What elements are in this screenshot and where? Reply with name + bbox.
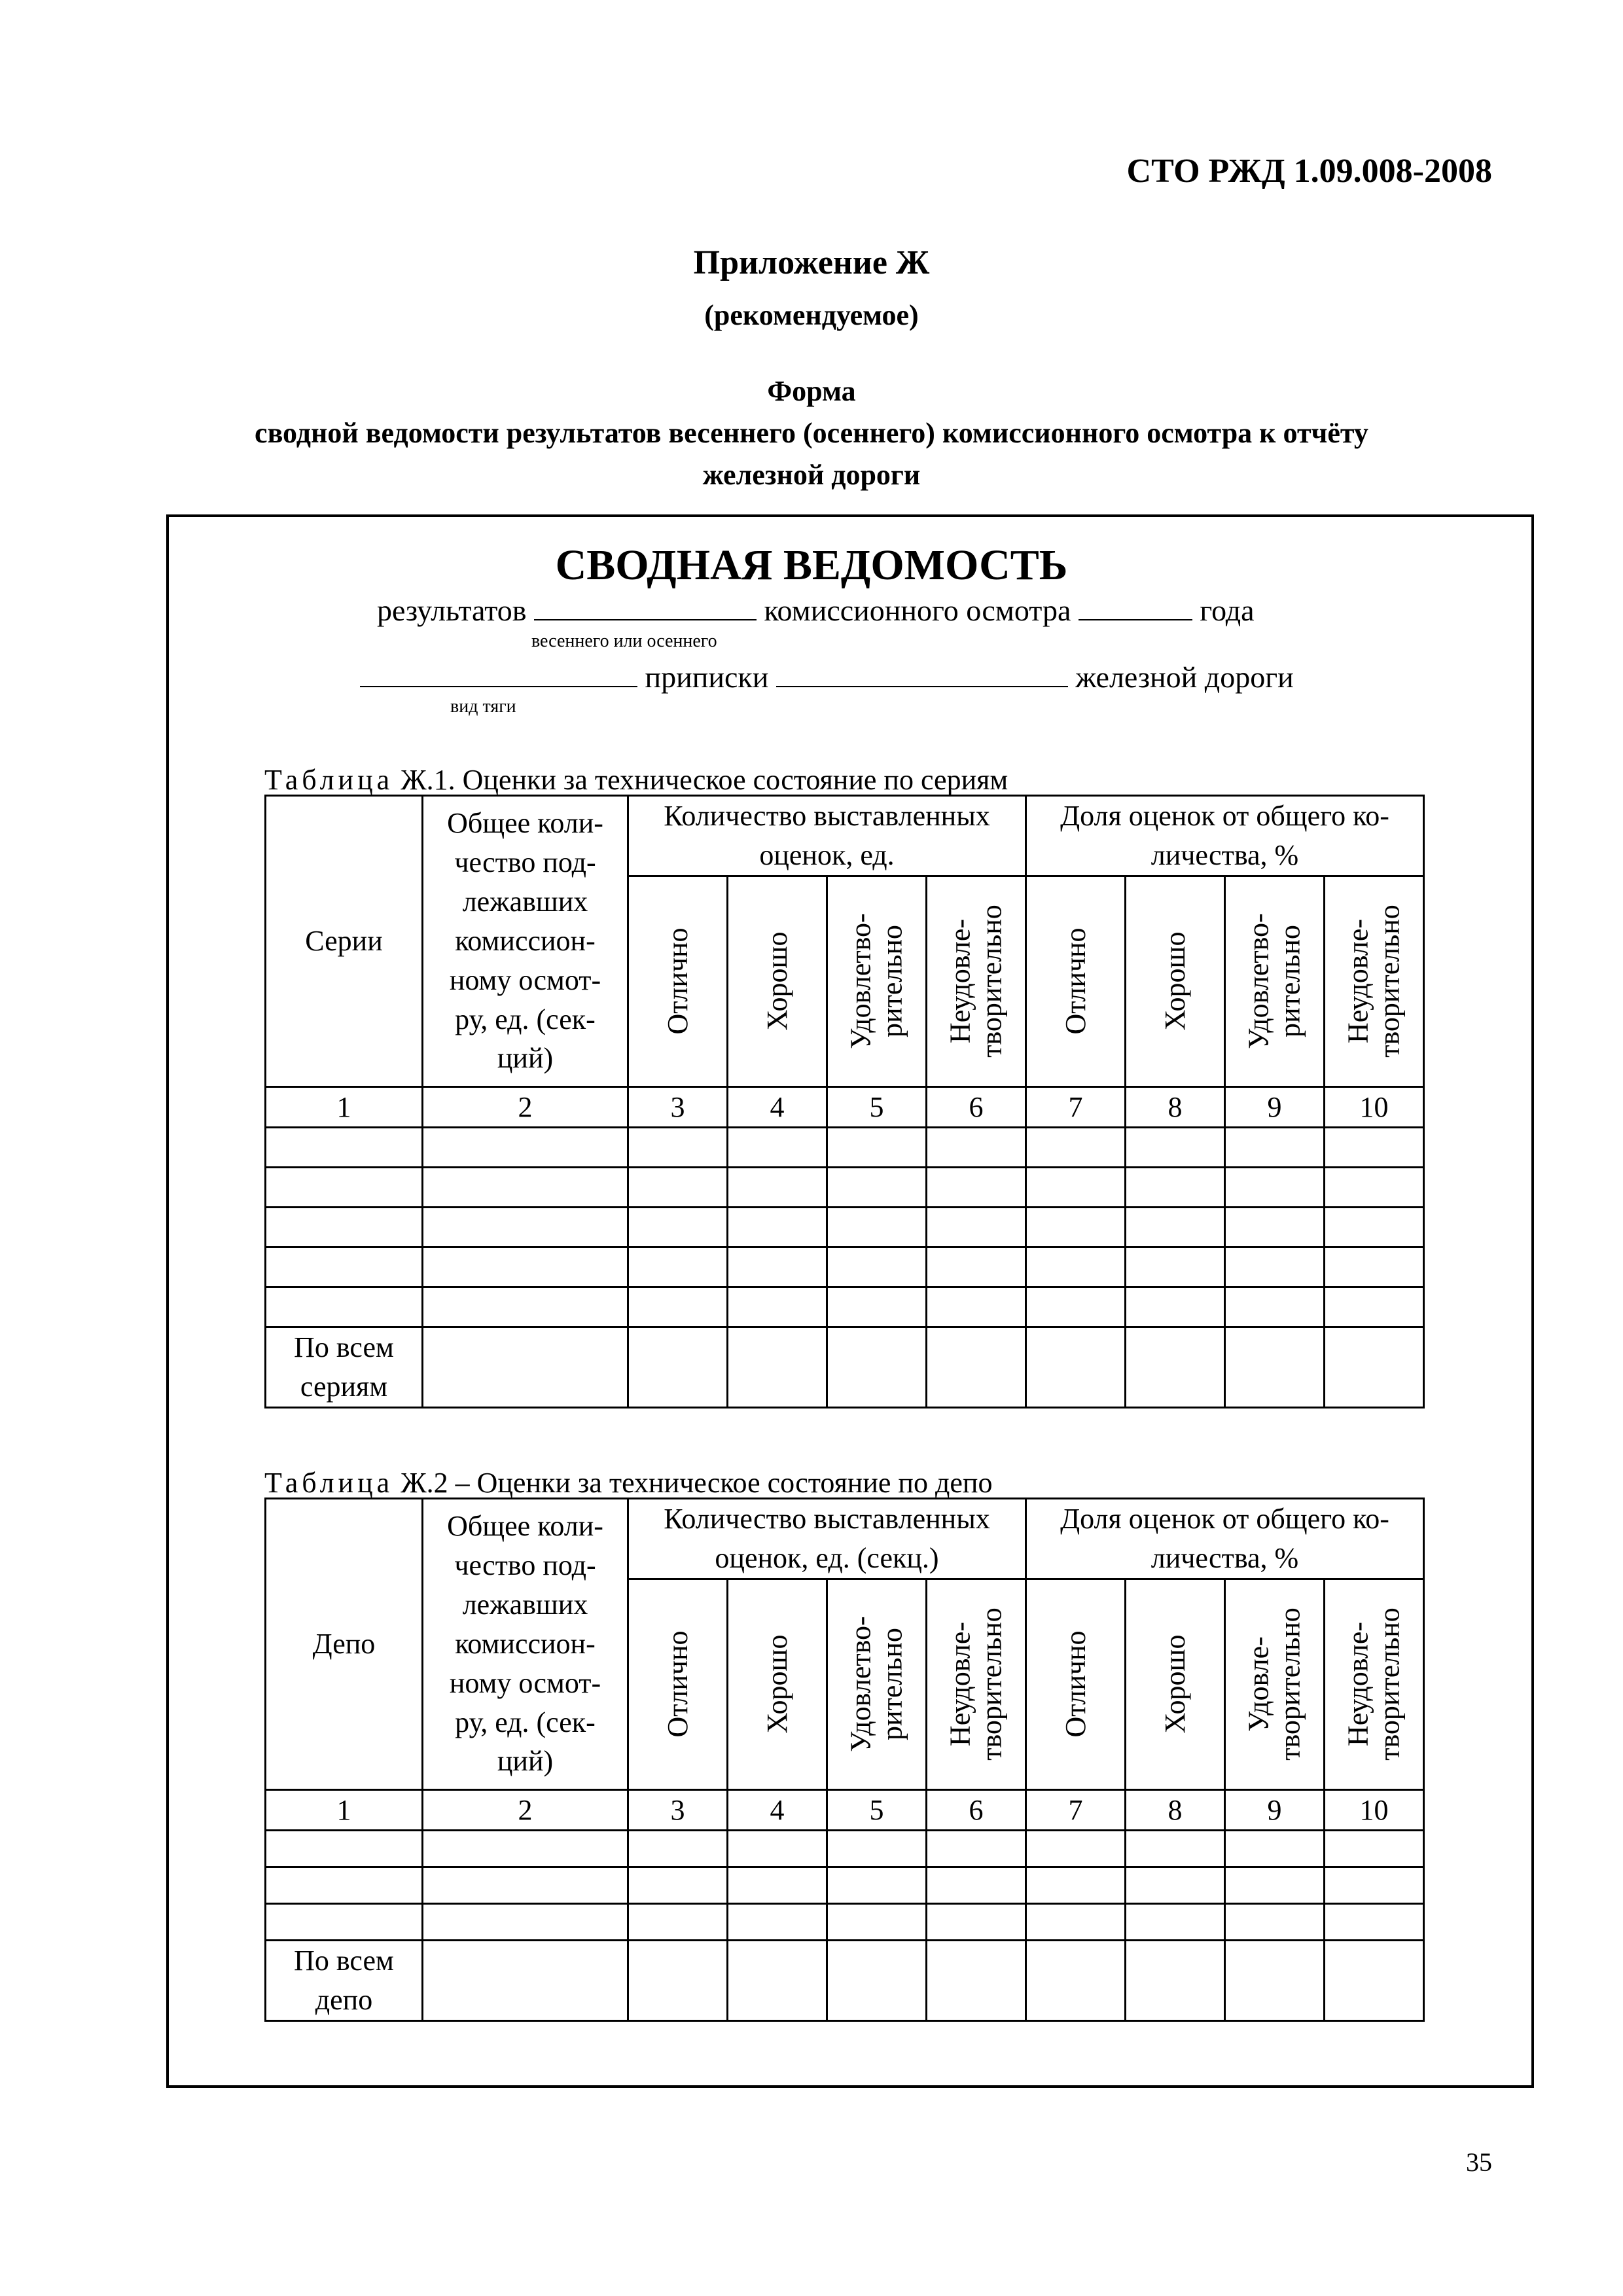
document-code: СТО РЖД 1.09.008-2008 xyxy=(1126,152,1492,190)
column-number: 2 xyxy=(423,1086,628,1128)
column-number: 5 xyxy=(827,1789,927,1831)
column-number: 3 xyxy=(628,1086,728,1128)
grade-good-header: Хорошо xyxy=(728,876,827,1086)
traction-type-blank[interactable] xyxy=(360,660,637,687)
column-number: 4 xyxy=(728,1086,827,1128)
share-excellent-header: Отлично xyxy=(1026,1579,1126,1789)
column-number: 10 xyxy=(1325,1086,1424,1128)
column-number: 1 xyxy=(266,1086,423,1128)
traction-hint: вид тяги xyxy=(450,696,516,717)
form-heading-line2: сводной ведомости результатов весеннего (осеннего) комиссионного осмотра к отчёту xyxy=(255,417,1368,449)
table2-caption-text: Ж.2 – Оценки за техническое состояние по депо xyxy=(393,1467,993,1499)
registration-label: приписки xyxy=(645,660,769,694)
table1-caption-word: Таблица xyxy=(264,764,394,796)
year-blank[interactable] xyxy=(1079,593,1192,620)
column-number: 4 xyxy=(728,1789,827,1831)
grades-share-header: Доля оценок от общего ко- личества, % xyxy=(1026,796,1424,876)
share-satisfactory-header: Удовлетво- рительно xyxy=(1225,876,1325,1086)
table2-caption-word: Таблица xyxy=(264,1467,394,1499)
table-row[interactable] xyxy=(266,1247,1424,1287)
grades-count-header: Количество выставленных оценок, ед. xyxy=(628,796,1026,876)
grades-share-header: Доля оценок от общего ко- личества, % xyxy=(1026,1499,1424,1579)
depot-column-header: Депо xyxy=(266,1499,423,1790)
total-row[interactable] xyxy=(266,1327,1424,1408)
table-row[interactable] xyxy=(266,1128,1424,1168)
railway-label: железной дороги xyxy=(1075,660,1294,694)
column-number: 6 xyxy=(927,1086,1026,1128)
form-line-traction xyxy=(360,660,1294,694)
table1-caption-text: Ж.1. Оценки за техническое состояние по сериям xyxy=(393,764,1008,796)
table-row[interactable] xyxy=(266,1867,1424,1904)
form-title: СВОДНАЯ ВЕДОМОСТЬ xyxy=(555,541,1068,589)
table-row[interactable] xyxy=(266,1208,1424,1247)
inspection-label: комиссионного осмотра xyxy=(764,594,1071,627)
form-heading-line1: Форма xyxy=(767,375,856,407)
table1-caption xyxy=(264,763,1008,797)
grade-satisfactory-header: Удовлетво- рительно xyxy=(827,876,927,1086)
annex-title: Приложение Ж xyxy=(693,244,930,281)
column-number: 2 xyxy=(423,1789,628,1831)
share-unsatisfactory-header: Неудовле- творительно xyxy=(1325,876,1424,1086)
column-number: 7 xyxy=(1026,1086,1126,1128)
column-number: 9 xyxy=(1225,1086,1325,1128)
registration-blank[interactable] xyxy=(776,660,1068,687)
total-label: По всем депо xyxy=(266,1941,423,2021)
grade-excellent-header: Отлично xyxy=(628,876,728,1086)
season-blank[interactable] xyxy=(534,593,757,620)
column-number: 10 xyxy=(1325,1789,1424,1831)
share-excellent-header: Отлично xyxy=(1026,876,1126,1086)
form-heading-line3: железной дороги xyxy=(702,459,921,491)
column-number: 3 xyxy=(628,1789,728,1831)
share-unsatisfactory-header: Неудовле- творительно xyxy=(1325,1579,1424,1789)
total-count-header: Общее коли- чество под- лежавших комиссион- ному осмот- ру, ед. (сек- ций) xyxy=(423,1499,628,1790)
total-label: По всем сериям xyxy=(266,1327,423,1408)
total-row[interactable] xyxy=(266,1941,1424,2021)
form-line-results xyxy=(377,593,1255,628)
share-satisfactory-header: Удовле- творительно xyxy=(1225,1579,1325,1789)
table-row[interactable] xyxy=(266,1287,1424,1327)
results-label: результатов xyxy=(377,594,527,627)
table2-caption xyxy=(264,1466,992,1499)
grade-unsatisfactory-header: Неудовле- творительно xyxy=(927,876,1026,1086)
season-hint: весеннего или осеннего xyxy=(531,631,717,651)
grades-count-header: Количество выставленных оценок, ед. (секц.) xyxy=(628,1499,1026,1579)
column-number: 1 xyxy=(266,1789,423,1831)
table-row[interactable] xyxy=(266,1831,1424,1867)
column-number: 5 xyxy=(827,1086,927,1128)
column-number-row xyxy=(266,1789,1424,1831)
year-label: года xyxy=(1200,594,1255,627)
annex-subtitle: (рекомендуемое) xyxy=(704,299,919,331)
column-number: 6 xyxy=(927,1789,1026,1831)
total-count-header: Общее коли- чество под- лежавших комиссион- ному осмот- ру, ед. (сек- ций) xyxy=(423,796,628,1087)
share-good-header: Хорошо xyxy=(1126,1579,1225,1789)
grade-excellent-header: Отлично xyxy=(628,1579,728,1789)
column-number: 9 xyxy=(1225,1789,1325,1831)
table-row[interactable] xyxy=(266,1168,1424,1208)
column-number: 8 xyxy=(1126,1086,1225,1128)
grade-good-header: Хорошо xyxy=(728,1579,827,1789)
table2-depot-grades xyxy=(264,1498,1425,2022)
grade-satisfactory-header: Удовлетво- рительно xyxy=(827,1579,927,1789)
table-row[interactable] xyxy=(266,1904,1424,1941)
column-number: 7 xyxy=(1026,1789,1126,1831)
share-good-header: Хорошо xyxy=(1126,876,1225,1086)
series-column-header: Серии xyxy=(266,796,423,1087)
table1-series-grades xyxy=(264,795,1425,1408)
column-number-row xyxy=(266,1086,1424,1128)
page-number: 35 xyxy=(1466,2147,1492,2177)
column-number: 8 xyxy=(1126,1789,1225,1831)
grade-unsatisfactory-header: Неудовле- творительно xyxy=(927,1579,1026,1789)
